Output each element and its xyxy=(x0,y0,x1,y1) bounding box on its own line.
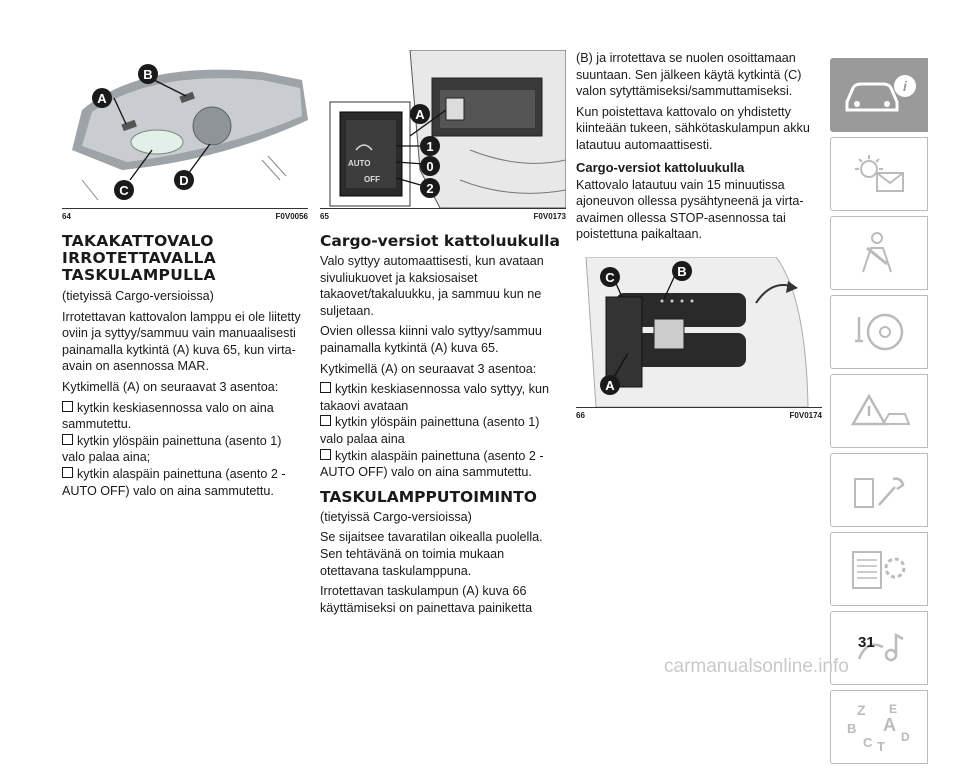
callout-A xyxy=(600,375,620,395)
svg-text:1: 1 xyxy=(426,139,434,154)
column-3 xyxy=(576,50,822,420)
chapter-tab-index[interactable] xyxy=(830,690,928,764)
callout-0 xyxy=(420,156,440,176)
callout-A xyxy=(410,104,430,124)
paragraph: Se sijaitsee tavaratilan oikealla puolella. Sen tehtävänä on toimia mukaan otettavana taskulamppuna. xyxy=(320,530,543,578)
page-number: 31 xyxy=(858,634,875,651)
figure-66-caption xyxy=(576,411,822,420)
svg-text:B: B xyxy=(847,721,857,736)
callout-A xyxy=(92,88,112,108)
svg-text:T: T xyxy=(877,739,885,754)
section-heading: TAKAKATTOVALO IRROTETTAVALLA TASKULAMPULLA xyxy=(62,232,217,284)
bullet-box-icon xyxy=(320,449,331,460)
callout-B xyxy=(138,64,158,84)
bullet-box-icon xyxy=(62,467,73,478)
svg-text:A: A xyxy=(415,107,425,122)
svg-text:B: B xyxy=(143,67,153,82)
chapter-tab-warning-lights[interactable] xyxy=(830,137,928,211)
paragraph: Ovien ollessa kiinni valo syttyy/sammuu painamalla kytkintä (A) kuva 65. xyxy=(320,324,542,355)
svg-text:C: C xyxy=(605,269,615,285)
svg-text:C: C xyxy=(119,183,129,198)
bullet-box-icon xyxy=(62,434,73,445)
paragraph: (tietyissä Cargo-versioissa) xyxy=(320,509,472,524)
figure-number: 64 xyxy=(62,212,71,221)
paragraph: Kytkimellä (A) on seuraavat 3 asentoa: xyxy=(320,361,537,376)
svg-text:0: 0 xyxy=(426,159,434,174)
figure-66 xyxy=(576,257,822,408)
bullet-item: kytkin keskiasennossa valo syttyy, kun takaovi avataan xyxy=(320,382,549,413)
paragraph: Valo syttyy automaattisesti, kun avataan sivuliukuovet ja kaksiosaiset takaovet/takaluukku, ja sammuu kun ne suljetaan. xyxy=(320,254,544,318)
bullet-box-icon xyxy=(320,415,331,426)
figure-code: F0V0173 xyxy=(533,212,566,221)
figure-66-illustration xyxy=(576,257,822,407)
svg-text:2: 2 xyxy=(426,181,434,196)
callout-C xyxy=(600,267,620,287)
paragraph: Irrotettavan kattovalon lamppu ei ole liitetty oviin ja syttyy/sammuu vain manuaalisesti painamalla kytkintä (A) kuva 65, kun virta-avain on asennossa MAR. xyxy=(62,309,301,374)
figure-64 xyxy=(62,50,308,209)
bullet-item: kytkin ylöspäin painettuna (asento 1) valo palaa aina xyxy=(320,415,540,446)
svg-text:D: D xyxy=(179,173,189,188)
column-2 xyxy=(320,50,566,620)
maintenance-icon xyxy=(839,465,919,515)
chapter-tab-vehicle-info[interactable] xyxy=(830,58,928,132)
paragraph: Kytkimellä (A) on seuraavat 3 asentoa: xyxy=(62,379,279,394)
figure-number: 65 xyxy=(320,212,329,221)
svg-text:OFF: OFF xyxy=(364,175,380,184)
subheading: Cargo-versiot kattoluukulla xyxy=(576,159,745,175)
figure-65-illustration xyxy=(320,50,566,208)
figure-code: F0V0056 xyxy=(275,212,308,221)
callout-1 xyxy=(420,136,440,156)
section-heading: Cargo-versiot kattoluukulla xyxy=(320,232,560,250)
bullet-box-icon xyxy=(320,382,331,393)
svg-text:D: D xyxy=(901,730,910,744)
svg-text:i: i xyxy=(903,78,907,94)
bullet-item: kytkin alaspäin painettuna (asento 2 - AUTO OFF) valo on aina sammutettu. xyxy=(62,466,286,498)
chapter-tab-technical-data[interactable] xyxy=(830,532,928,606)
bullet-item: kytkin keskiasennossa valo on aina sammutettu. xyxy=(62,400,274,432)
callout-C xyxy=(114,180,134,200)
svg-text:AUTO: AUTO xyxy=(348,159,371,168)
bullet-item: kytkin ylöspäin painettuna (asento 1) valo palaa aina; xyxy=(62,433,282,465)
watermark: carmanualsonline.info xyxy=(664,656,849,677)
warning-lights-icon xyxy=(839,149,919,199)
figure-65 xyxy=(320,50,566,209)
svg-text:B: B xyxy=(677,263,687,279)
section-heading: TASKULAMPPUTOIMINTO xyxy=(320,487,537,506)
chapter-tab-starting-driving[interactable] xyxy=(830,295,928,369)
multimedia-icon xyxy=(839,623,919,673)
bullet-box-icon xyxy=(62,401,73,412)
paragraph: Irrotettavan taskulampun (A) kuva 66 käyttämiseksi on painettava painiketta xyxy=(320,584,533,615)
svg-text:Z: Z xyxy=(857,702,866,718)
bullet-item: kytkin alaspäin painettuna (asento 2 - AUTO OFF) valo on aina sammutettu. xyxy=(320,448,544,480)
callout-2 xyxy=(420,178,440,198)
svg-text:A: A xyxy=(605,377,615,393)
paragraph: Kun poistettava kattovalo on yhdistetty kiinteään tukeen, sähkötaskulampun akku latautuu automaattisesti. xyxy=(576,104,810,152)
car-info-icon xyxy=(839,70,919,120)
svg-text:C: C xyxy=(863,735,873,750)
airbag-safety-icon xyxy=(839,228,919,278)
figure-64-illustration xyxy=(62,50,308,208)
chapter-tab-safety[interactable] xyxy=(830,216,928,290)
paragraph: (B) ja irrotettava se nuolen osoittamaan suuntaan. Sen jälkeen käytä kytkintä (C) valon sytyttämiseksi/sammuttamiseksi. xyxy=(576,51,802,99)
svg-text:A: A xyxy=(97,91,107,106)
technical-data-icon xyxy=(839,544,919,594)
chapter-tab-emergency[interactable] xyxy=(830,374,928,448)
emergency-crash-icon xyxy=(839,386,919,436)
svg-text:E: E xyxy=(889,702,898,716)
paragraph: (tietyissä Cargo-versioissa) xyxy=(62,289,214,303)
figure-number: 66 xyxy=(576,410,585,420)
steering-wheel-start-icon xyxy=(839,307,919,357)
paragraph: Kattovalo latautuu vain 15 minuutissa ajoneuvon ollessa pysähtyneenä ja virta-avaimen ollessa STOP-asennossa tai poistettuna paikaltaan. xyxy=(576,177,804,242)
figure-code: F0V0174 xyxy=(789,410,822,420)
column-1 xyxy=(62,50,308,499)
chapter-tab-maintenance[interactable] xyxy=(830,453,928,527)
svg-text:A: A xyxy=(883,715,896,735)
callout-B xyxy=(672,261,692,281)
callout-D xyxy=(174,170,194,190)
figure-64-caption xyxy=(62,212,308,221)
figure-65-caption xyxy=(320,212,566,221)
index-icon xyxy=(839,699,919,755)
